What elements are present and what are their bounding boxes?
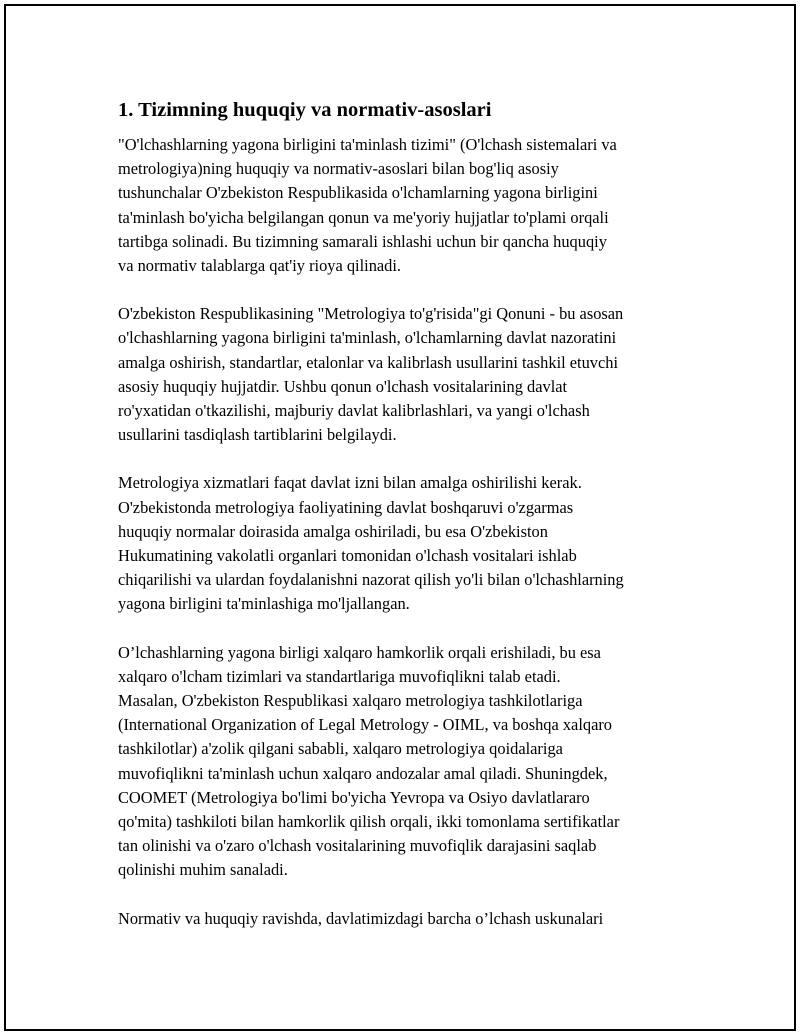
text-line: qolinishi muhim sanaladi. [118,860,288,880]
text-line: Hukumatining vakolatli organlari tomonidan o'lchash vositalari ishlab [118,546,577,566]
text-line: ta'minlash bo'yicha belgilangan qonun va me'yoriy hujjatlar to'plami orqali [118,207,609,227]
text-line: metrologiya)ning huquqiy va normativ-asoslari bilan bog'liq asosiy [118,159,559,179]
text-line: tartibga solinadi. Bu tizimning samarali ishlashi uchun bir qancha huquqiy [118,231,607,251]
text-line: tashkilotlar) a'zolik qilgani sababli, xalqaro metrologiya qoidalariga [118,739,563,759]
text-line: O'zbekiston Respublikasining "Metrologiya to'g'risida"gi Qonuni - bu asosan [118,304,624,324]
text-line: O’lchashlarning yagona birligi xalqaro hamkorlik orqali erishiladi, bu esa [118,642,601,662]
text-line: "O'lchashlarning yagona birligini ta'minlash tizimi" (O'lchash sistemalari va [118,135,617,154]
text-line: qo'mita) tashkiloti bilan hamkorlik qilish orqali, ikki tomonlama sertifikatlar [118,812,620,832]
text-line: COOMET (Metrologiya bo'limi bo'yicha Yevropa va Osiyo davlatlararo [118,787,590,807]
paragraph-normative-equipment [118,907,708,931]
text-line: (International Organization of Legal Metrology - OIML, va boshqa xalqaro [118,715,612,735]
text-line: o'lchashlarning yagona birligini ta'minlash, o'lchamlarning davlat nazoratini [118,328,617,348]
text-line: ro'yxatidan o'tkazilishi, majburiy davlat kalibrlashlari, va yangi o'lchash [118,401,590,421]
section-heading: 1. Tizimning huquqiy va normativ-asoslari [118,99,492,121]
text-line: asosiy huquqiy hujjatdir. Ushbu qonun o'lchash vositalarining davlat [118,376,568,396]
document-body [118,96,708,955]
text-line: Masalan, O'zbekiston Respublikasi xalqaro metrologiya tashkilotlariga [118,691,583,711]
text-line: va normativ talablarga qat'iy rioya qilinadi. [118,256,402,276]
text-line: muvofiqlikni ta'minlash uchun xalqaro andozalar amal qiladi. Shuningdek, [118,763,608,783]
text-line: tushunchalar O'zbekiston Respublikasida o'lchamlarning yagona birligini [118,183,598,203]
text-line: Normativ va huquqiy ravishda, davlatimizdagi barcha o’lchash uskunalari [118,908,604,928]
text-line: amalga oshirish, standartlar, etalonlar va kalibrlash usullarini tashkil etuvchi [118,352,619,372]
text-line: chiqarilishi va ulardan foydalanishni nazorat qilish yo'li bilan o'lchashlarning [118,570,624,590]
text-line: usullarini tasdiqlash tartiblarini belgilaydi. [118,425,397,445]
text-line: yagona birligini ta'minlashiga mo'ljallangan. [118,594,410,614]
text-line: Metrologiya xizmatlari faqat davlat izni bilan amalga oshirilishi kerak. [118,473,582,493]
text-line: O'zbekistonda metrologiya faoliyatining davlat boshqaruvi o'zgarmas [118,497,574,517]
paragraph-legal-basis [118,133,708,278]
paragraph-metrology-law [118,302,708,447]
page-frame [4,4,796,1031]
text-line: huquqiy normalar doirasida amalga oshiriladi, bu esa O'zbekiston [118,521,548,541]
text-line: tan olinishi va o'zaro o'lchash vositalarining muvofiqlik darajasini saqlab [118,836,597,856]
paragraph-international-cooperation [118,641,708,883]
paragraph-state-control [118,471,708,616]
text-line: xalqaro o'lcham tizimlari va standartlariga muvofiqlikni talab etadi. [118,666,561,686]
